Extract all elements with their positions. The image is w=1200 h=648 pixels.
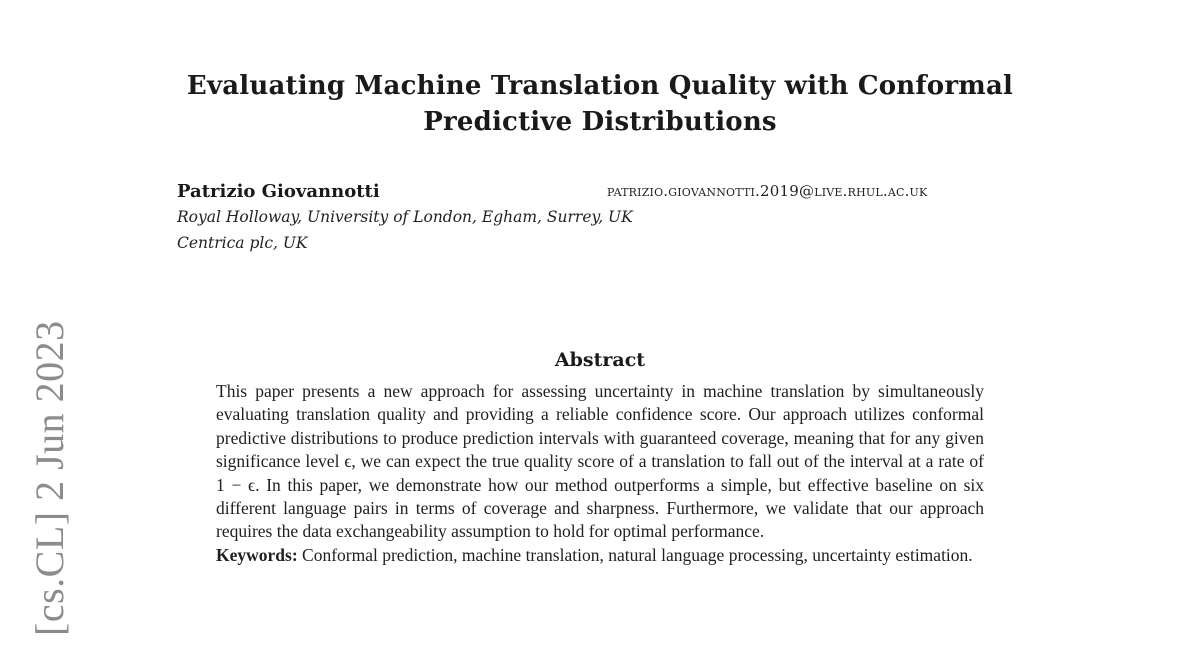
abstract-heading: Abstract (554, 349, 646, 371)
keywords-text: Conformal prediction, machine translation, natural language processing, uncertainty estimation. (302, 544, 973, 565)
paper-title (150, 68, 1050, 140)
author-email: patrizio.giovannotti.2019@live.rhul.ac.uk (607, 182, 928, 200)
author-block (177, 180, 1027, 256)
keywords-label: Keywords: (216, 544, 298, 565)
abstract-section (216, 380, 984, 567)
author-affiliation-2: Centrica plc, UK (177, 234, 308, 252)
paper-title-line-1: Evaluating Machine Translation Quality with Conformal (186, 71, 1014, 101)
keywords-line (216, 544, 984, 567)
author-affiliation-1: Royal Holloway, University of London, Egham, Surrey, UK (177, 208, 633, 226)
author-name: Patrizio Giovannotti (177, 181, 380, 202)
abstract-body: This paper presents a new approach for assessing uncertainty in machine translation by simultaneously evaluating translation quality and providing a reliable confidence score. Our approach utilizes conformal predictive distributions to produce prediction intervals with guaranteed coverage, meaning that for any given significance level ϵ, we can expect the true quality score of a translation to fall out of the interval at a rate of 1 − ϵ. In this paper, we demonstrate how our method outperforms a simple, but effective baseline on six different language pairs in terms of coverage and sharpness. Furthermore, we validate that our approach requires the data exchangeability assumption to hold for optimal performance. (216, 381, 984, 542)
paper-title-line-2: Predictive Distributions (423, 107, 777, 137)
arxiv-identifier-stamp: [cs.CL] 2 Jun 2023 (27, 320, 72, 636)
